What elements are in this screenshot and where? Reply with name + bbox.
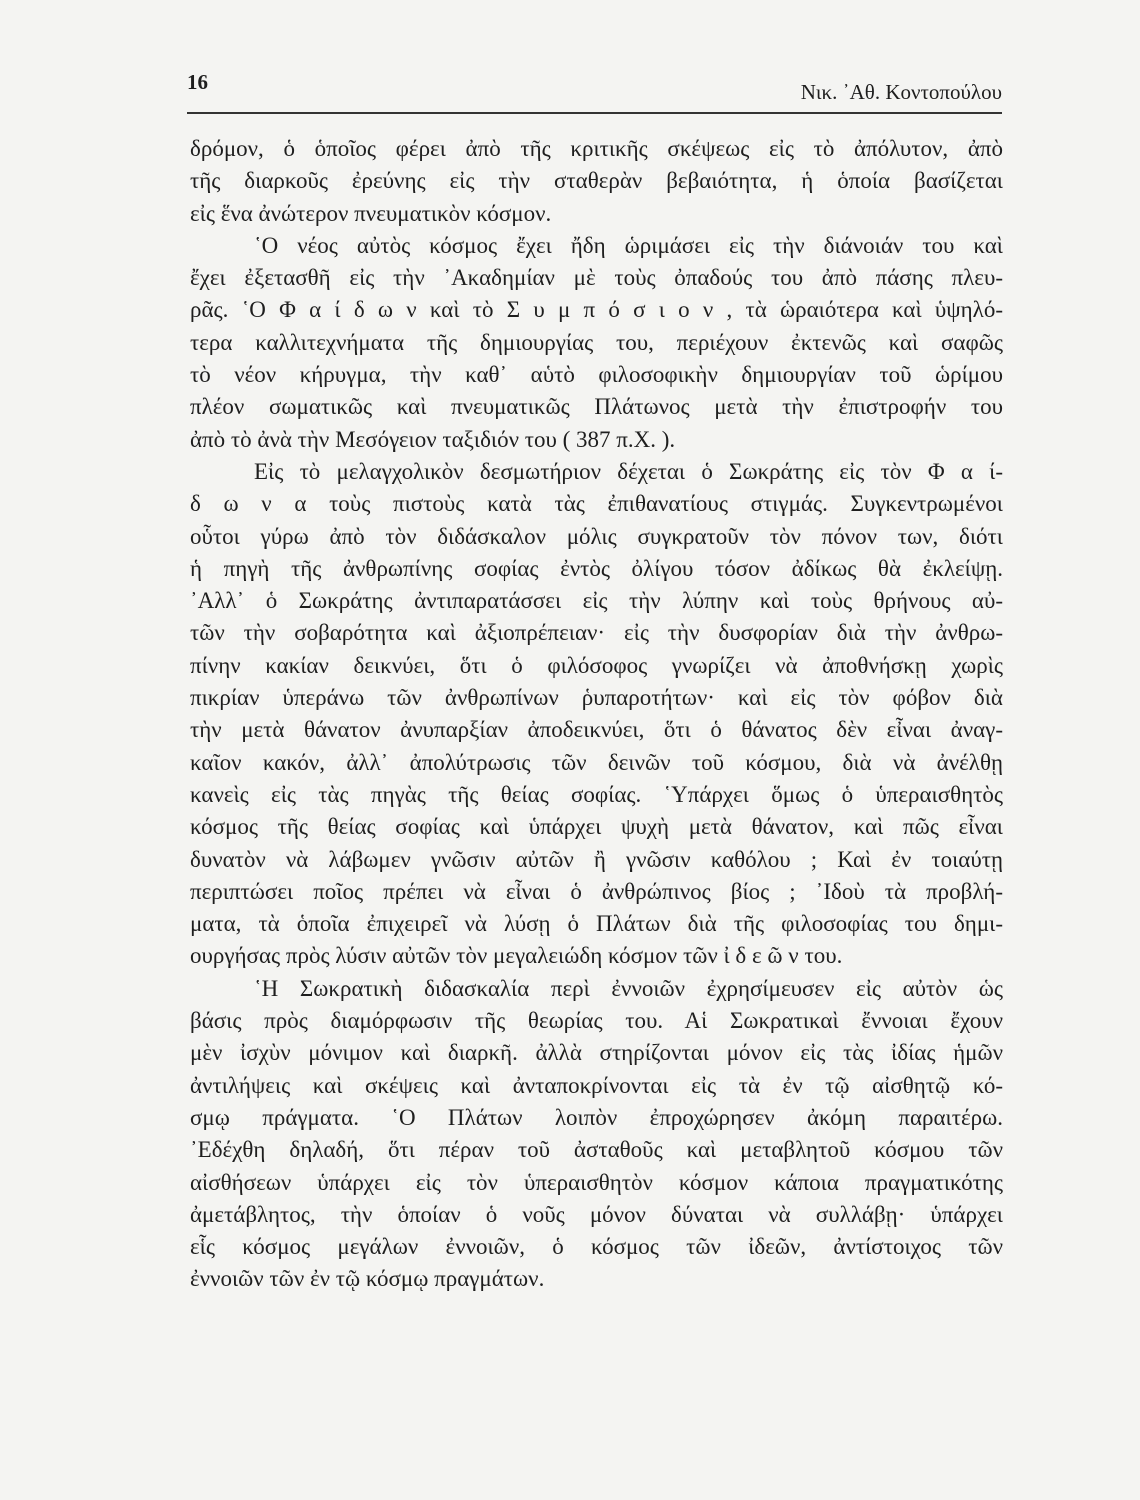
text-line: ῾Η Σωκρατικὴ διδασκαλία περὶ ἐννοιῶν ἐχρησίμευσεν εἰς αὐτὸν ὡς xyxy=(254,975,1003,1001)
text-line: πλέον σωματικῶς καὶ πνευματικῶς Πλάτωνος μετὰ τὴν ἐπιστροφήν του xyxy=(190,394,1003,420)
text-line: εἰς ἕνα ἀνώτερον πνευματικὸν κόσμον. xyxy=(190,200,552,226)
body-text xyxy=(190,133,1003,1296)
paragraph xyxy=(190,230,1003,456)
text-line: εἷς κόσμος μεγάλων ἐννοιῶν, ὁ κόσμος τῶν ἰδεῶν, ἀντίστοιχος τῶν xyxy=(190,1234,1003,1260)
paragraph xyxy=(190,456,1003,973)
text-line: ἔχει ἐξετασθῆ εἰς τὴν ᾿Ακαδημίαν μὲ τοὺς ὀπαδούς του ἀπὸ πάσης πλευ- xyxy=(190,265,1003,291)
text-line: ματα, τὰ ὁποῖα ἐπιχειρεῖ νὰ λύσῃ ὁ Πλάτων διὰ τῆς φιλοσοφίας του δημι- xyxy=(190,911,1003,937)
text-line: τὸ νέον κήρυγμα, τὴν καθ᾿ αὑτὸ φιλοσοφικὴν δημιουργίαν τοῦ ὡρίμου xyxy=(190,362,1003,388)
text-line: πίνην κακίαν δεικνύει, ὅτι ὁ φιλόσοφος γνωρίζει νὰ ἀποθνήσκῃ χωρὶς xyxy=(190,652,1003,678)
text-line: μὲν ἰσχὺν μόνιμον καὶ διαρκῆ. ἀλλὰ στηρίζονται μόνον εἰς τὰς ἰδίας ἡμῶν xyxy=(190,1040,1003,1066)
paragraph xyxy=(190,973,1003,1296)
text-line: ἐννοιῶν τῶν ἐν τῷ κόσμῳ πραγμάτων. xyxy=(190,1266,545,1292)
text-line: δυνατὸν νὰ λάβωμεν γνῶσιν αὐτῶν ἢ γνῶσιν καθόλου ; Καὶ ἐν τοιαύτῃ xyxy=(190,846,1003,872)
text-line: κόσμος τῆς θείας σοφίας καὶ ὑπάρχει ψυχὴ μετὰ θάνατον, καὶ πῶς εἶναι xyxy=(190,814,1003,840)
text-line: κανεὶς εἰς τὰς πηγὰς τῆς θείας σοφίας. ῾Υπάρχει ὅμως ὁ ὑπεραισθητὸς xyxy=(190,781,1003,807)
text-line: τῶν τὴν σοβαρότητα καὶ ἀξιοπρέπειαν· εἰς τὴν δυσφορίαν διὰ τὴν ἀνθρω- xyxy=(190,620,1003,646)
text-line: τὴν μετὰ θάνατον ἀνυπαρξίαν ἀποδεικνύει, ὅτι ὁ θάνατος δὲν εἶναι ἀναγ- xyxy=(190,717,1003,743)
text-line: δρόμον, ὁ ὁποῖος φέρει ἀπὸ τῆς κριτικῆς σκέψεως εἰς τὸ ἀπόλυτον, ἀπὸ xyxy=(190,136,1003,161)
header-rule xyxy=(187,112,1002,114)
text-line: ἡ πηγὴ τῆς ἀνθρωπίνης σοφίας ἐντὸς ὀλίγου τόσον ἀδίκως θὰ ἐκλείψῃ. xyxy=(190,555,1003,581)
page-number: 16 xyxy=(187,70,208,94)
running-head: Νικ. ᾿Αθ. Κοντοπούλου xyxy=(800,80,1002,104)
text-line: ᾿Αλλ᾿ ὁ Σωκράτης ἀντιπαρατάσσει εἰς τὴν λύπην καὶ τοὺς θρήνους αὐ- xyxy=(190,588,1003,614)
text-line: περιπτώσει ποῖος πρέπει νὰ εἶναι ὁ ἀνθρώπινος βίος ; ᾿Ιδοὺ τὰ προβλή- xyxy=(190,878,1003,904)
text-line: ᾿Εδέχθη δηλαδή, ὅτι πέραν τοῦ ἀσταθοῦς καὶ μεταβλητοῦ κόσμου τῶν xyxy=(190,1137,1003,1163)
text-line: ἀπὸ τὸ ἀνὰ τὴν Μεσόγειον ταξιδιόν του ( 387 π.Χ. ). xyxy=(190,426,676,452)
text-line: πικρίαν ὑπεράνω τῶν ἀνθρωπίνων ῥυπαροτήτων· καὶ εἰς τὸν φόβον διὰ xyxy=(190,685,1003,711)
text-line: Εἰς τὸ μελαγχολικὸν δεσμωτήριον δέχεται ὁ Σωκράτης εἰς τὸν Φ α ί- xyxy=(254,458,1003,484)
text-line: ἀντιλήψεις καὶ σκέψεις καὶ ἀνταποκρίνονται εἰς τὰ ἐν τῷ αἰσθητῷ κό- xyxy=(190,1072,1003,1098)
text-line: δ ω ν α τοὺς πιστοὺς κατὰ τὰς ἐπιθανατίους στιγμάς. Συγκεντρωμένοι xyxy=(190,491,1003,517)
text-line: βάσις πρὸς διαμόρφωσιν τῆς θεωρίας του. Αἱ Σωκρατικαὶ ἔννοιαι ἔχουν xyxy=(190,1008,1003,1034)
text-line: οὗτοι γύρω ἀπὸ τὸν διδάσκαλον μόλις συγκρατοῦν τὸν πόνον των, διότι xyxy=(190,523,1003,549)
text-line: τῆς διαρκοῦς ἐρεύνης εἰς τὴν σταθερὰν βεβαιότητα, ἡ ὁποία βασίζεται xyxy=(190,168,1003,194)
text-line: καῖον κακόν, ἀλλ᾿ ἀπολύτρωσις τῶν δεινῶν τοῦ κόσμου, διὰ νὰ ἀνέλθῃ xyxy=(190,749,1003,775)
text-line: ἀμετάβλητος, τὴν ὁποίαν ὁ νοῦς μόνον δύναται νὰ συλλάβῃ· ὑπάρχει xyxy=(190,1201,1003,1227)
text-line: τερα καλλιτεχνήματα τῆς δημιουργίας του, περιέχουν ἐκτενῶς καὶ σαφῶς xyxy=(190,329,1003,355)
text-line: αἰσθήσεων ὑπάρχει εἰς τὸν ὑπεραισθητὸν κόσμον κάποια πραγματικότης xyxy=(190,1169,1003,1195)
text-line: ῾Ο νέος αὐτὸς κόσμος ἔχει ἤδη ὡριμάσει εἰς τὴν διάνοιάν του καὶ xyxy=(254,232,1003,258)
text-line: σμῳ πράγματα. ῾Ο Πλάτων λοιπὸν ἐπροχώρησεν ἀκόμη παραιτέρω. xyxy=(190,1104,1003,1130)
text-line: ρᾶς. ῾Ο Φ α ί δ ω ν καὶ τὸ Σ υ μ π ό σ ι ο ν , τὰ ὡραιότερα καὶ ὑψηλό- xyxy=(190,297,1003,323)
text-line: ουργήσας πρὸς λύσιν αὐτῶν τὸν μεγαλειώδη κόσμον τῶν ἰ δ ε ῶ ν του. xyxy=(190,943,843,969)
paragraph xyxy=(190,133,1003,230)
